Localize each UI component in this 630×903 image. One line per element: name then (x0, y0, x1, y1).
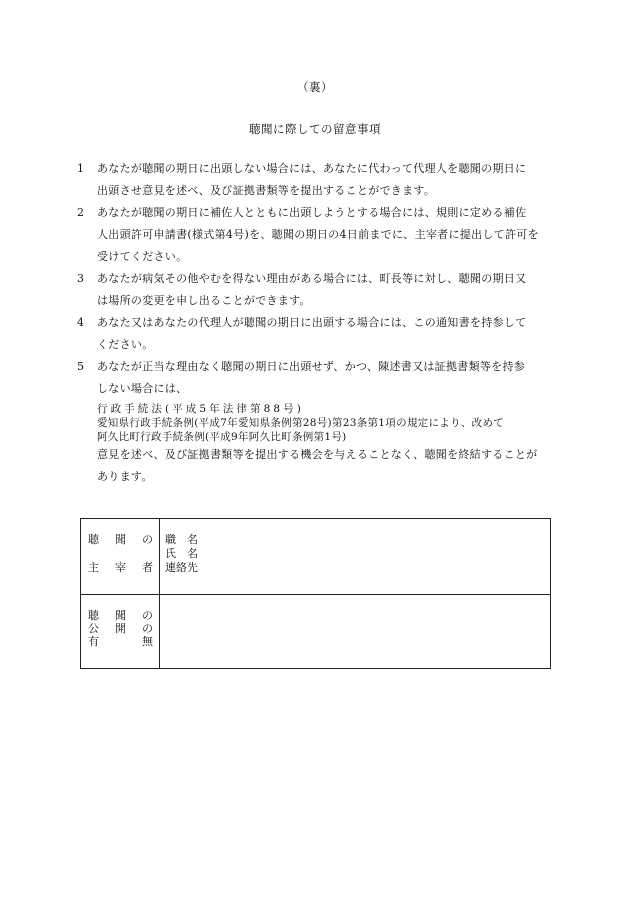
list-item (77, 312, 557, 356)
item-text: 人出頭許可申請書(様式第4号)を、聴聞の期日の4日前までに、主宰者に提出して許可を (97, 228, 539, 241)
label-line: 公 開 の (88, 622, 153, 635)
document-title: 聴聞に際しての留意事項 (249, 122, 381, 136)
list-item (77, 202, 557, 268)
list-item (77, 356, 557, 488)
table-row (81, 519, 551, 595)
item-text: あります。 (97, 470, 153, 483)
label-line: 有 無 (88, 635, 153, 648)
position-field-label: 職 名 (165, 533, 198, 546)
label-line: 聴 聞 の (88, 533, 153, 546)
presiding-officer-label-cell (81, 519, 160, 595)
table-row (81, 595, 551, 669)
item-text: しない場合には、 (97, 382, 188, 395)
item-number: 2 (77, 206, 85, 219)
item-text: あなた又はあなたの代理人が聴聞の期日に出頭する場合には、この通知書を持参して (97, 316, 527, 329)
law-reference: 阿久比町行政手続条例(平成9年阿久比町条例第1号) (97, 431, 347, 443)
label-line: 主 宰 者 (88, 561, 153, 574)
presiding-officer-value-cell (160, 519, 551, 595)
list-item (77, 158, 557, 202)
item-number: 4 (77, 316, 85, 329)
item-number: 5 (77, 360, 85, 373)
item-number: 1 (77, 162, 85, 175)
item-text: あなたが聴聞の期日に出頭しない場合には、あなたに代わって代理人を聴聞の期日に (97, 162, 527, 175)
item-text: あなたが病気その他やむを得ない理由がある場合には、町長等に対し、聴聞の期日又 (97, 272, 527, 285)
label-line: 聴 聞 の (88, 609, 153, 622)
item-text: は場所の変更を申し出ることができます。 (97, 294, 311, 307)
item-text: あなたが正当な理由なく聴聞の期日に出頭せず、かつ、陳述書又は証拠書類等を持参 (97, 360, 526, 373)
item-text: あなたが聴聞の期日に補佐人とともに出頭しようとする場合には、規則に定める補佐 (97, 206, 527, 219)
hearing-public-value-cell (160, 595, 551, 669)
notice-items (77, 158, 557, 488)
item-number: 3 (77, 272, 85, 285)
law-reference: 愛知県行政手続条例(平成7年愛知県条例第28号)第23条第1項の規定により、改めて (97, 417, 505, 429)
item-text: 受けてください。 (97, 250, 188, 263)
law-reference: 行政手続法(平成5年法律第88号) (97, 403, 304, 415)
item-text: ください。 (97, 338, 154, 351)
reverse-side-label: （裏） (297, 80, 333, 94)
item-text: 意見を述べ、及び証拠書類等を提出する機会を与えることなく、聴聞を終結することが (97, 448, 538, 461)
contact-field-label: 連絡先 (165, 561, 198, 574)
item-text: 出頭させ意見を述べ、及び証拠書類等を提出することができます。 (97, 184, 436, 197)
hearing-public-label-cell (81, 595, 160, 669)
hearing-info-table (80, 518, 551, 669)
list-item (77, 268, 557, 312)
name-field-label: 氏 名 (165, 547, 198, 560)
